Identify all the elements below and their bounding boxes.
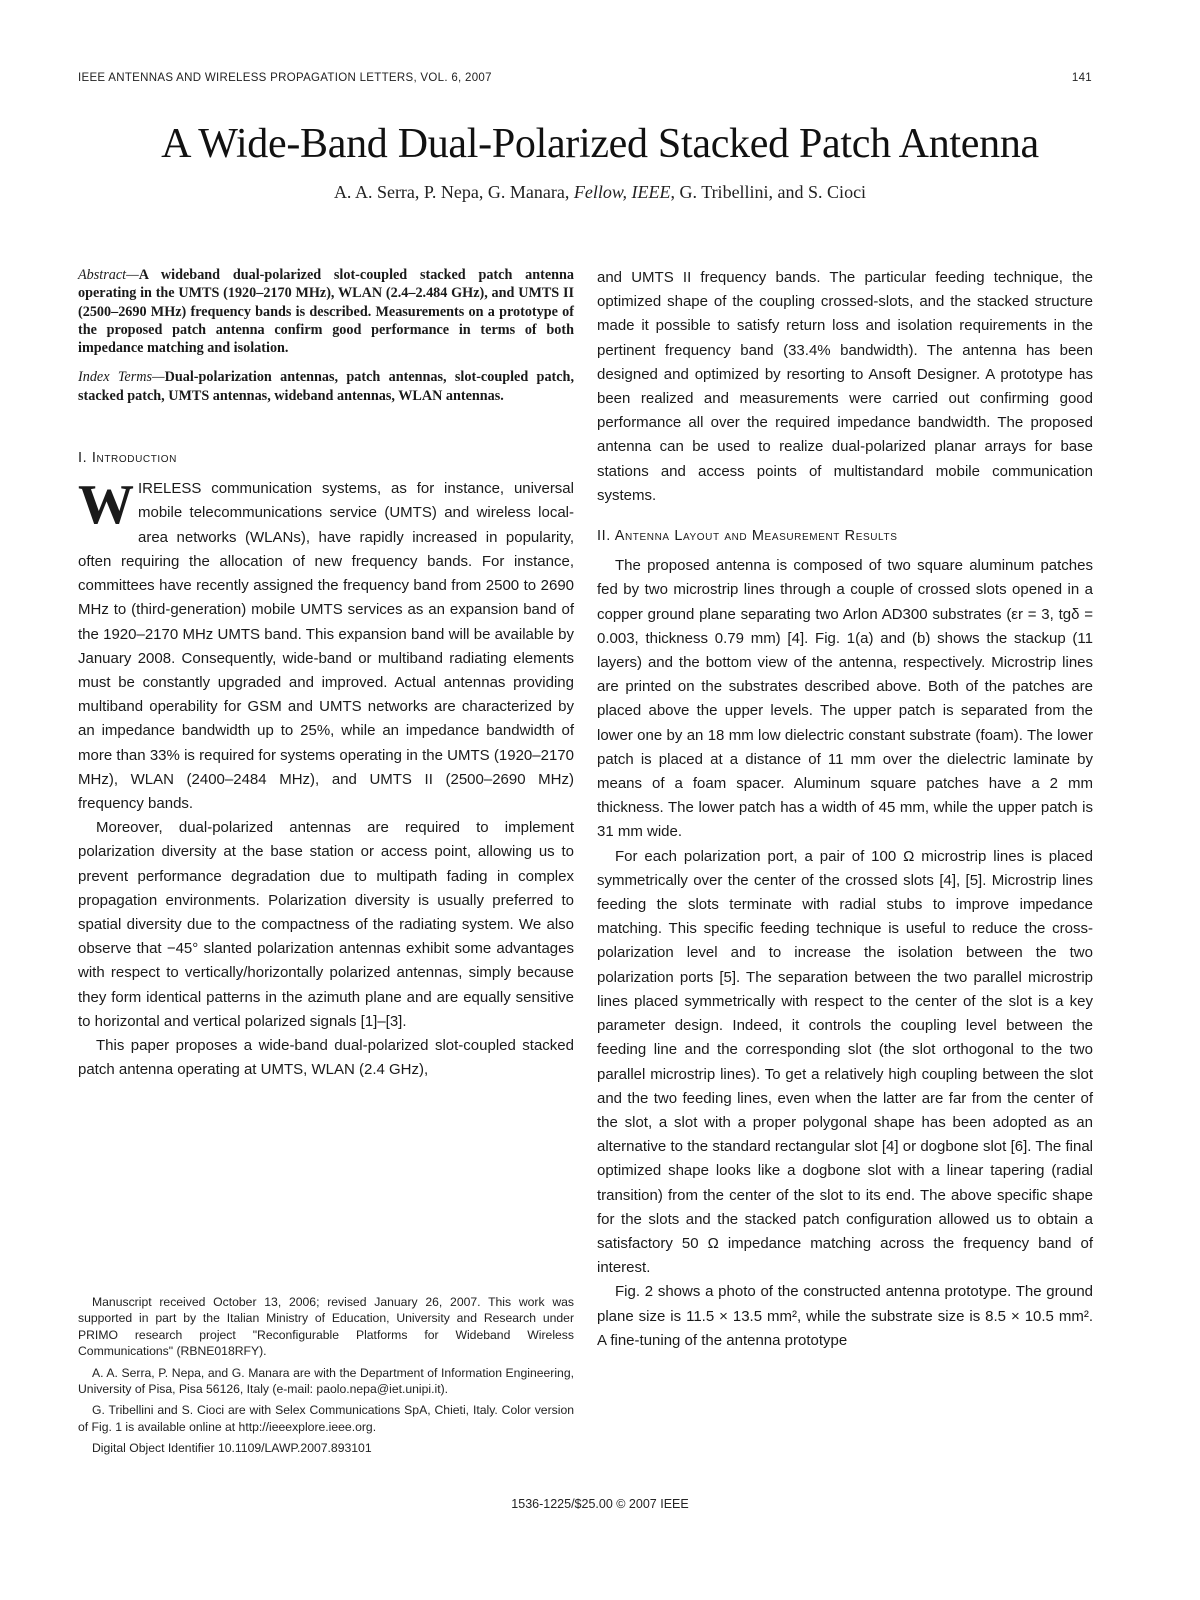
left-column [78,266,574,1082]
intro-continuation: and UMTS II frequency bands. The particular feeding technique, the optimized shape of the coupling crossed-slots, and the stacked structure made it possible to satisfy return loss and isolation requirements in the pertinent frequency band (33.4% bandwidth). The antenna has been designed and optimized by resorting to Ansoft Designer. A prototype has been realized and measurements were carried out confirming good performance all over the required impedance bandwidth. The proposed antenna can be used to realize dual-polarized planar arrays for base stations and access points of multistandard mobile communication systems. [597,269,1093,504]
index-terms-text: Dual-polarization antennas, patch antennas, slot-coupled patch, stacked patch, UMTS antennas, wideband antennas, WLAN antennas. [78,369,574,404]
layout-paragraph-3: Fig. 2 shows a photo of the constructed antenna prototype. The ground plane size is 11.5 × 13.5 mm², while the substrate size is 8.5 × 10.5 mm². A fine-tuning of the antenna prototype [597,1283,1093,1349]
copyright-footer: 1536-1225/$25.00 © 2007 IEEE [511,1497,689,1511]
index-terms [78,368,574,405]
footnote-doi: Digital Object Identifier 10.1109/LAWP.2007.893101 [92,1441,372,1456]
layout-paragraph-2: For each polarization port, a pair of 100 Ω microstrip lines is placed symmetrically over the center of the crossed slots [4], [5]. Microstrip lines feeding the slots terminate with radial stubs to improve impedance matching. This specific feeding technique is useful to reduce the cross-polarization level and to increase the isolation between the two polarization ports [5]. The separation between the two parallel microstrip lines placed symmetrically with respect to the center of the slot is a key parameter design. Indeed, it controls the coupling level between the feeding line and the corresponding slot (the slot orthogonal to the two parallel microstrip lines). To get a relatively high coupling between the slot and the two feeding lines, even when the latter are far from the center of the slot, a slot with a proper polygonal shape has been adopted as an alternative to the standard rectangular slot [4] or dogbone slot [6]. The final optimized shape looks like a dogbone slot with a linear tapering (radial transition) from the center of the slot to its end. The above specific shape for the slots and the stacked patch configuration allowed us to obtain a satisfactory 50 Ω impedance matching across the frequency band of interest. [597,847,1093,1277]
authors-part-2: , G. Tribellini, and S. Cioci [670,182,867,202]
footnotes [78,1294,574,1462]
footnote-affiliation-pisa: A. A. Serra, P. Nepa, and G. Manara are with the Department of Information Engineering, University of Pisa, Pisa 56126, Italy (e-mail: paolo.nepa@iet.unipi.it). [78,1365,574,1397]
abstract-lead: Abstract— [78,267,139,283]
intro-paragraph-1-text: IRELESS communication systems, as for instance, universal mobile telecommunications service (UMTS) and wireless local-area networks (WLANs), have rapidly increased in popularity, often requiring the allocation of new frequency bands. For instance, committees have recently assigned the frequency band from 2500 to 2690 MHz to (third-generation) mobile UMTS services as an expansion band of the 1920–2170 MHz UMTS band. This expansion band will be available by January 2008. Consequently, wide-band or multiband radiating elements must be constantly upgraded and improved. Actual antennas providing multiband operability for GSM and UMTS networks are characterized by an impedance bandwidth up to 25%, while an impedance bandwidth of more than 33% is required for systems operating in the UMTS (1920–2170 MHz), WLAN (2400–2484 MHz), and UMTS II (2500–2690 MHz) frequency bands. [78,480,574,812]
authors-part-1: A. A. Serra, P. Nepa, G. Manara, [333,182,574,202]
intro-paragraph-3: This paper proposes a wide-band dual-polarized slot-coupled stacked patch antenna operating at UMTS, WLAN (2.4 GHz), [78,1036,574,1079]
index-terms-lead: Index Terms— [78,369,165,386]
right-column [597,266,1093,1353]
author-list [0,182,1200,203]
abstract [78,266,574,357]
section-heading-layout: II. Antenna Layout and Measurement Results [597,528,898,545]
abstract-text: A wideband dual-polarized slot-coupled stacked patch antenna operating in the UMTS (1920–2170 MHz), WLAN (2.4–2.484 GHz), and UMTS II (2500–2690 MHz) frequency bands is described. Measurements on a prototype of the proposed patch antenna confirm good performance in terms of both impedance matching and isolation. [78,267,574,357]
paper-title: A Wide-Band Dual-Polarized Stacked Patch Antenna [161,121,1039,167]
journal-name: IEEE ANTENNAS AND WIRELESS PROPAGATION LETTERS, VOL. 6, 2007 [78,72,492,84]
running-header [78,72,1092,84]
page-number: 141 [1071,72,1092,84]
drop-cap: W [78,474,134,537]
section-heading-introduction: I. Introduction [78,450,177,467]
intro-paragraph-1 [78,474,574,816]
author-membership: Fellow, IEEE [573,182,671,202]
intro-paragraph-2: Moreover, dual-polarized antennas are required to implement polarization diversity at the base station or access point, allowing us to prevent performance degradation due to multipath fading in complex propagation environments. Polarization diversity is usually preferred to spatial diversity due to the compactness of the radiating system. We also observe that −45° slanted polarization antennas exhibit some advantages with respect to vertically/horizontally polarized antennas, simply because they form identical patterns in the azimuth plane and are equally sensitive to horizontal and vertical polarized signals [1]–[3]. [78,819,574,1030]
footnote-manuscript: Manuscript received October 13, 2006; revised January 26, 2007. This work was supported in part by the Italian Ministry of Education, University and Research under PRIMO research project "Reconfigurable Platforms for Wideband Wireless Communications" (RBNE018RFY). [78,1295,574,1359]
layout-paragraph-1: The proposed antenna is composed of two square aluminum patches fed by two microstrip lines through a couple of crossed slots opened in a copper ground plane separating two Arlon AD300 substrates (εr = 3, tgδ = 0.003, thickness 0.79 mm) [4]. Fig. 1(a) and (b) shows the stackup (11 layers) and the bottom view of the antenna, respectively. Microstrip lines are printed on the substrates described above. Both of the patches are placed above the upper levels. The upper patch is separated from the lower one by an 18 mm low dielectric constant substrate (foam). The lower patch is placed at a distance of 11 mm over the dielectric laminate by means of a foam spacer. Aluminum square patches have a 2 mm thickness. The lower patch has a width of 45 mm, while the upper patch is 31 mm wide. [597,557,1093,841]
footnote-affiliation-selex: G. Tribellini and S. Cioci are with Selex Communications SpA, Chieti, Italy. Color version of Fig. 1 is available online at http://ieeexplore.ieee.org. [78,1403,574,1434]
